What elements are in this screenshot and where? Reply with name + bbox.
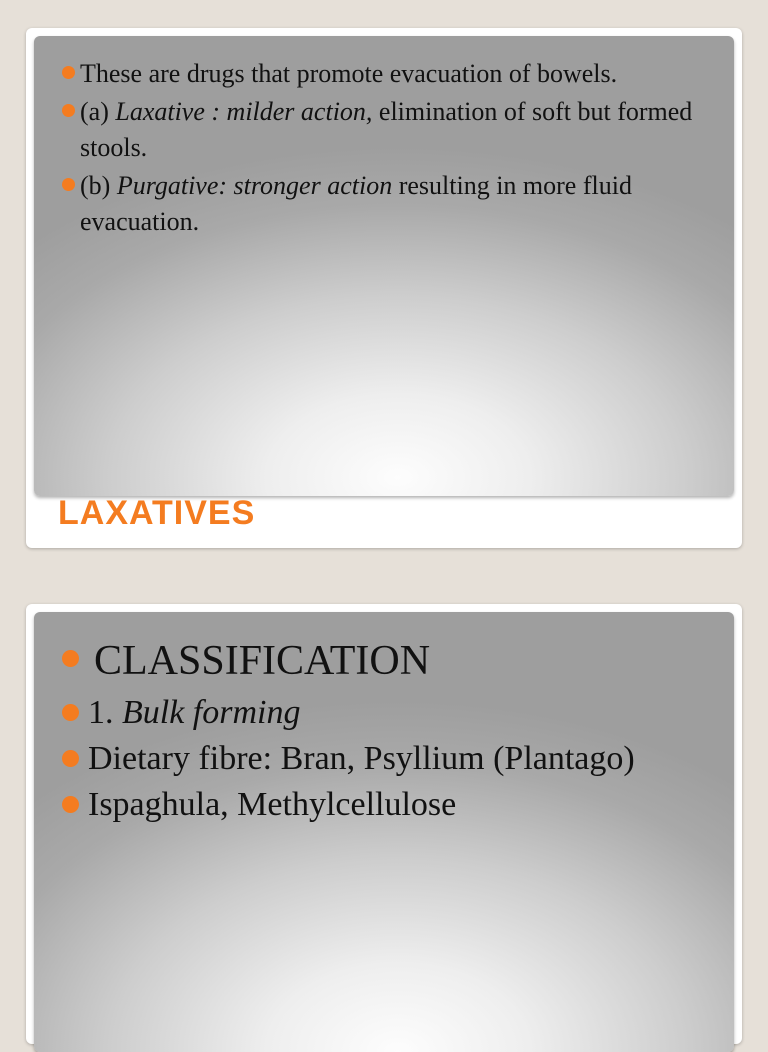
bullet-text: resulting in more fluid evacuation.: [80, 171, 632, 236]
bullet-dot-icon: [62, 650, 79, 667]
bullet-item: [62, 56, 720, 92]
bullet-emphasis: Bulk forming: [122, 694, 301, 731]
slide-laxatives: [26, 28, 742, 548]
slide-content-panel: [34, 612, 734, 1052]
bullet-prefix: (b): [80, 171, 117, 200]
bullet-prefix: (a): [80, 97, 116, 126]
bullet-dot-icon: [62, 704, 79, 721]
bullet-text: elimination of soft but formed stools.: [80, 97, 693, 162]
bullet-list: [62, 56, 720, 242]
bullet-heading: CLASSIFICATION: [94, 638, 431, 684]
bullet-item: [62, 94, 720, 166]
bullet-item: [62, 634, 720, 688]
bullet-text: Ispaghula, Methylcellulose: [88, 786, 457, 823]
slide-classification: [26, 604, 742, 1044]
bullet-item: [62, 736, 720, 782]
bullet-text: Dietary fibre: Bran, Psyllium (Plantago): [88, 740, 635, 777]
bullet-dot-icon: [62, 104, 75, 117]
bullet-item: [62, 782, 720, 828]
bullet-text: These are drugs that promote evacuation of bowels.: [80, 59, 618, 88]
bullet-dot-icon: [62, 796, 79, 813]
slide-title: LAXATIVES: [58, 494, 256, 532]
bullet-list: [62, 634, 720, 828]
bullet-prefix: 1.: [88, 694, 122, 731]
bullet-item: [62, 690, 720, 736]
slide-content-panel: [34, 36, 734, 496]
bullet-emphasis: Purgative: stronger action: [116, 171, 393, 200]
bullet-dot-icon: [62, 66, 75, 79]
bullet-dot-icon: [62, 750, 79, 767]
bullet-emphasis: Laxative : milder action,: [115, 97, 373, 126]
bullet-dot-icon: [62, 178, 75, 191]
bullet-item: [62, 168, 720, 240]
